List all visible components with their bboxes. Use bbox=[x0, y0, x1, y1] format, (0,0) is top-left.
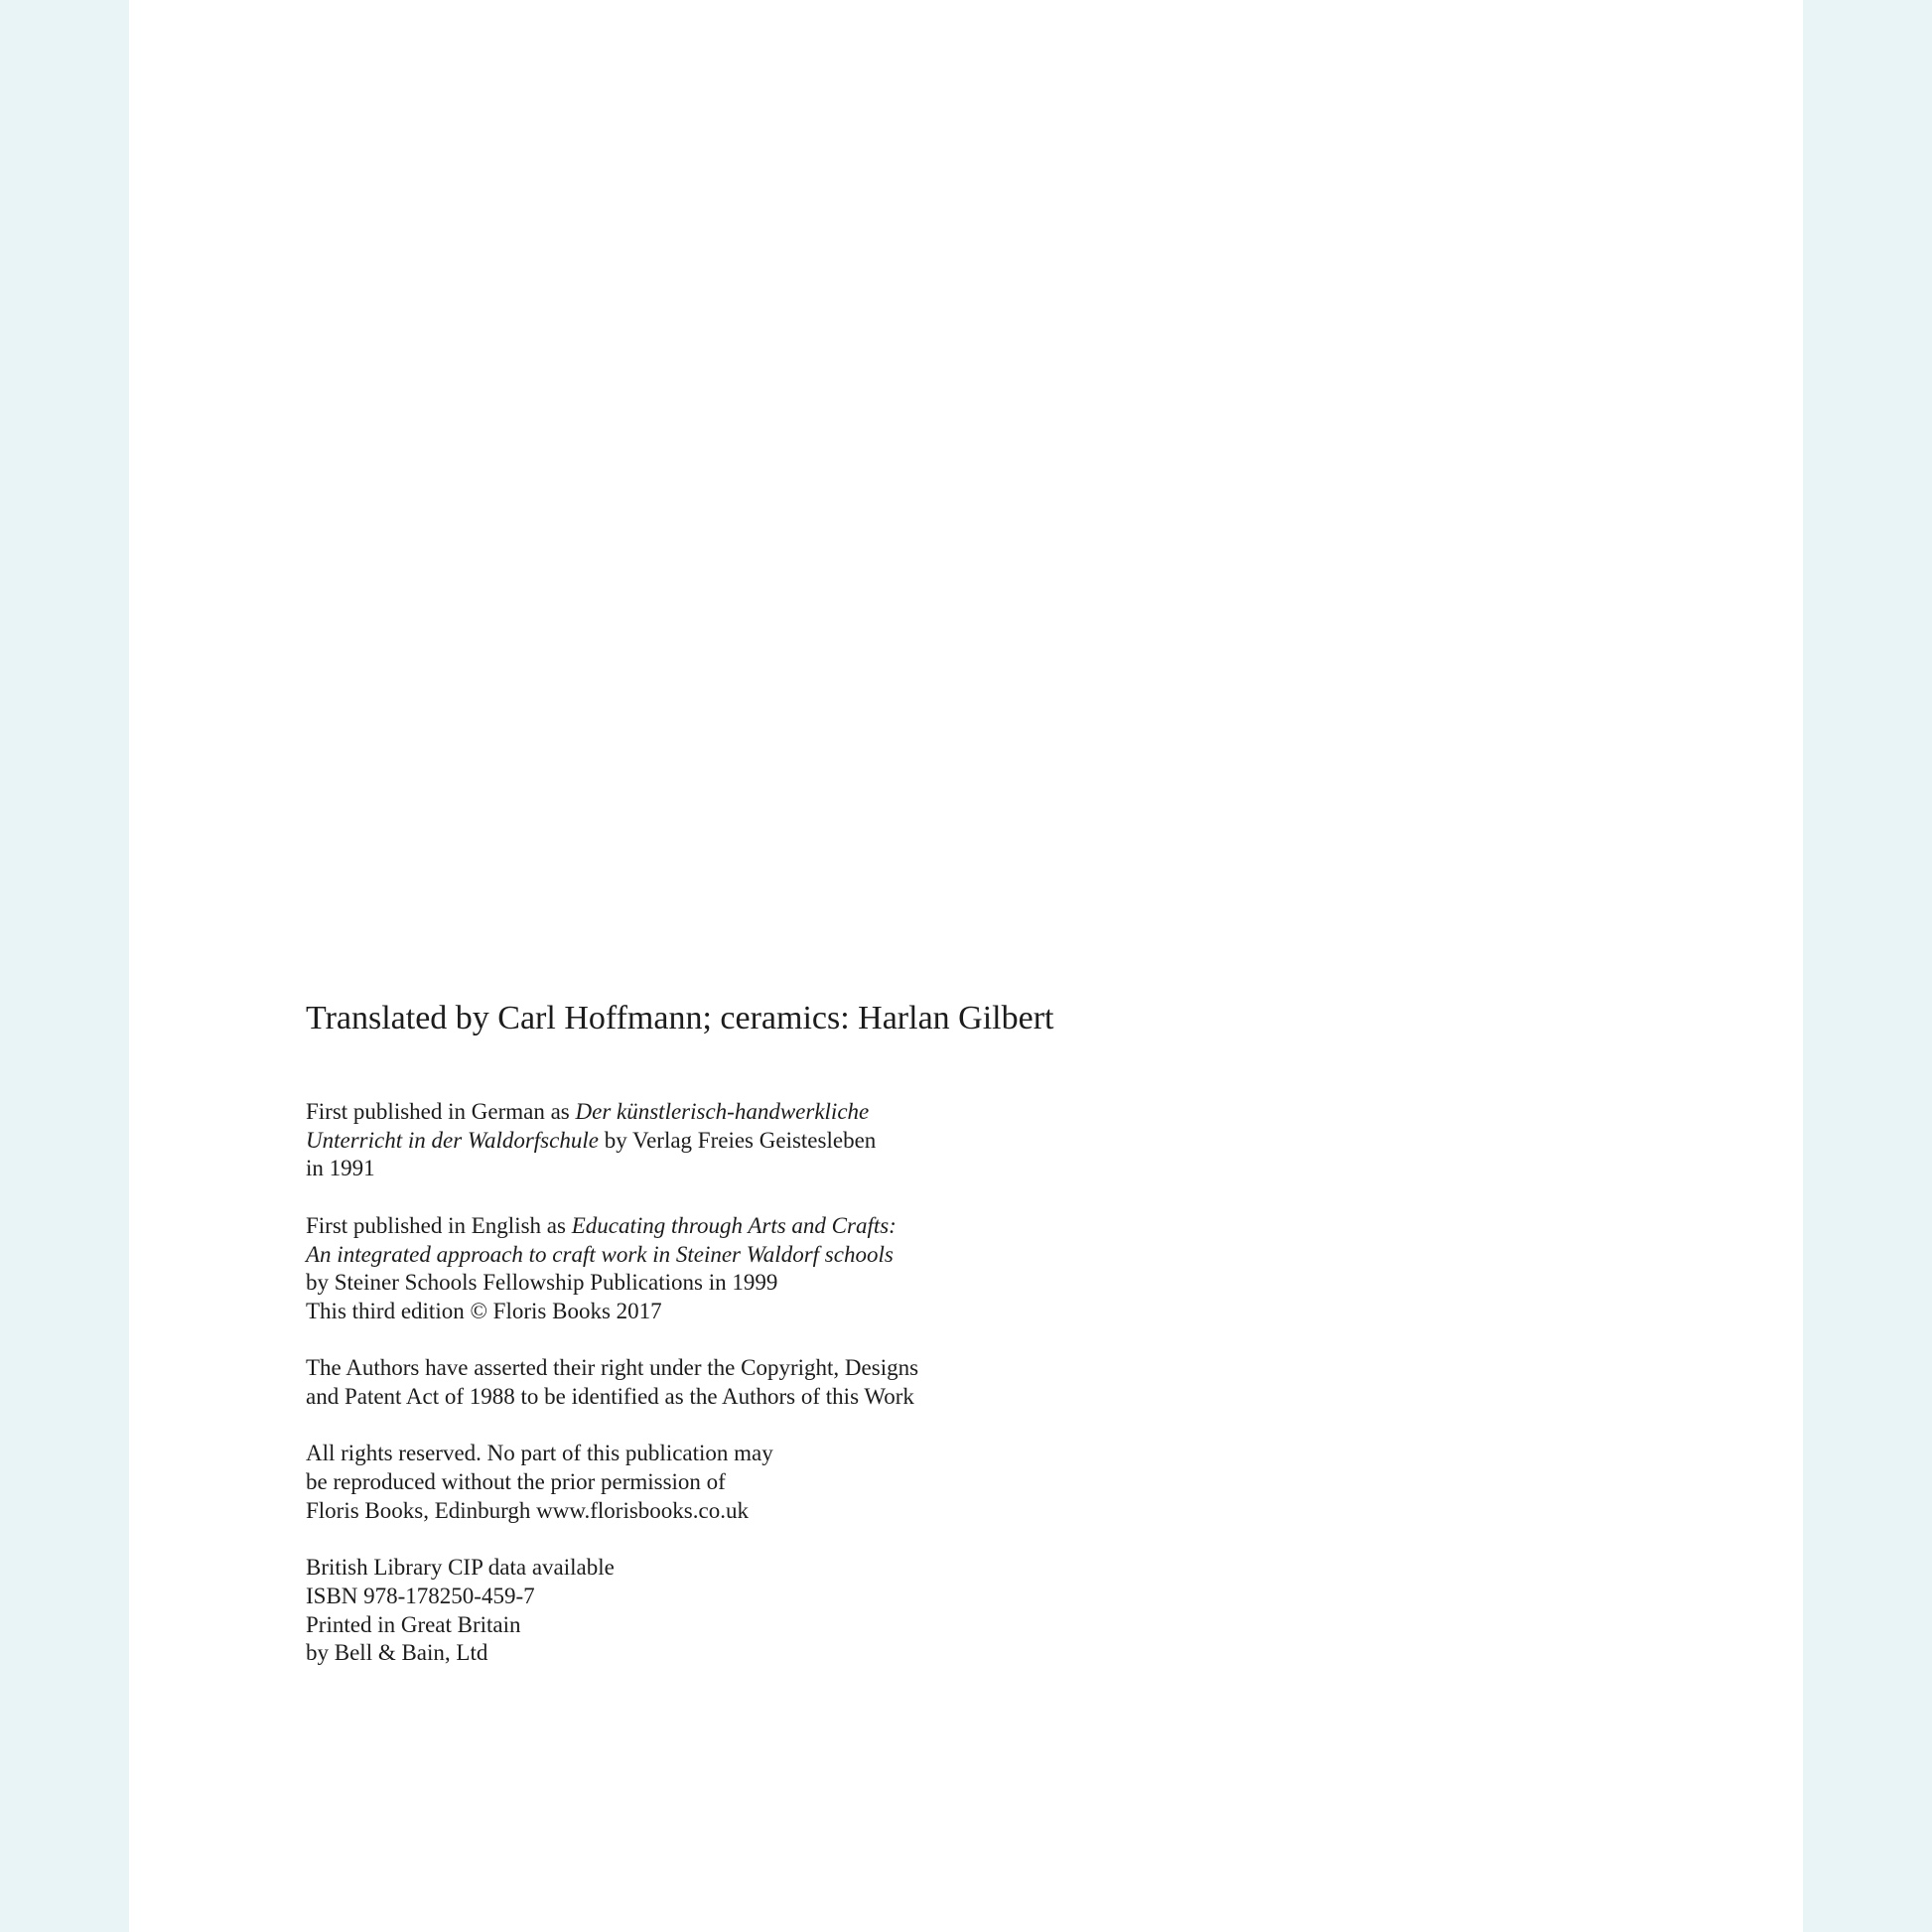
german-edition-line-2 bbox=[306, 1127, 918, 1156]
english-title-part-1: Educating through Arts and Crafts: bbox=[571, 1212, 897, 1238]
german-title-part-2: Unterricht in der Waldorfschule bbox=[306, 1127, 599, 1153]
english-edition-note bbox=[306, 1212, 918, 1326]
german-edition-year: in 1991 bbox=[306, 1156, 375, 1181]
authors-right-line-1: The Authors have asserted their right under the Copyright, Designs bbox=[306, 1355, 919, 1381]
german-edition-line-1 bbox=[306, 1098, 918, 1127]
translator-credit: Translated by Carl Hoffmann; ceramics: Harlan Gilbert bbox=[306, 1000, 1054, 1036]
german-edition-note bbox=[306, 1098, 918, 1183]
catalogue-note bbox=[306, 1554, 918, 1668]
cip-data-line: British Library CIP data available bbox=[306, 1555, 615, 1581]
rights-line-1: All rights reserved. No part of this publication may bbox=[306, 1441, 773, 1466]
printed-in-line: Printed in Great Britain bbox=[306, 1611, 521, 1637]
third-edition-copyright: This third edition © Floris Books 2017 bbox=[306, 1298, 662, 1323]
german-title-part-1: Der künstlerisch-handwerkliche bbox=[575, 1099, 870, 1124]
english-edition-prefix: First published in English as bbox=[306, 1212, 572, 1238]
printer-line: by Bell & Bain, Ltd bbox=[306, 1640, 488, 1666]
rights-reserved-note bbox=[306, 1440, 918, 1525]
authors-right-note bbox=[306, 1354, 918, 1411]
rights-line-2: be reproduced without the prior permission of bbox=[306, 1469, 726, 1495]
english-publisher: by Steiner Schools Fellowship Publications in 1999 bbox=[306, 1270, 778, 1296]
imprint-block bbox=[306, 1098, 918, 1697]
book-page bbox=[129, 0, 1803, 1932]
english-title-part-2: An integrated approach to craft work in Steiner Waldorf schools bbox=[306, 1241, 894, 1267]
german-edition-prefix: First published in German as bbox=[306, 1099, 576, 1124]
authors-right-line-2: and Patent Act of 1988 to be identified as the Authors of this Work bbox=[306, 1384, 914, 1409]
english-edition-line-1 bbox=[306, 1212, 918, 1241]
german-publisher: by Verlag Freies Geistesleben bbox=[598, 1127, 877, 1153]
rights-line-3: Floris Books, Edinburgh www.florisbooks.co.uk bbox=[306, 1497, 749, 1523]
isbn-line: ISBN 978-178250-459-7 bbox=[306, 1583, 535, 1608]
